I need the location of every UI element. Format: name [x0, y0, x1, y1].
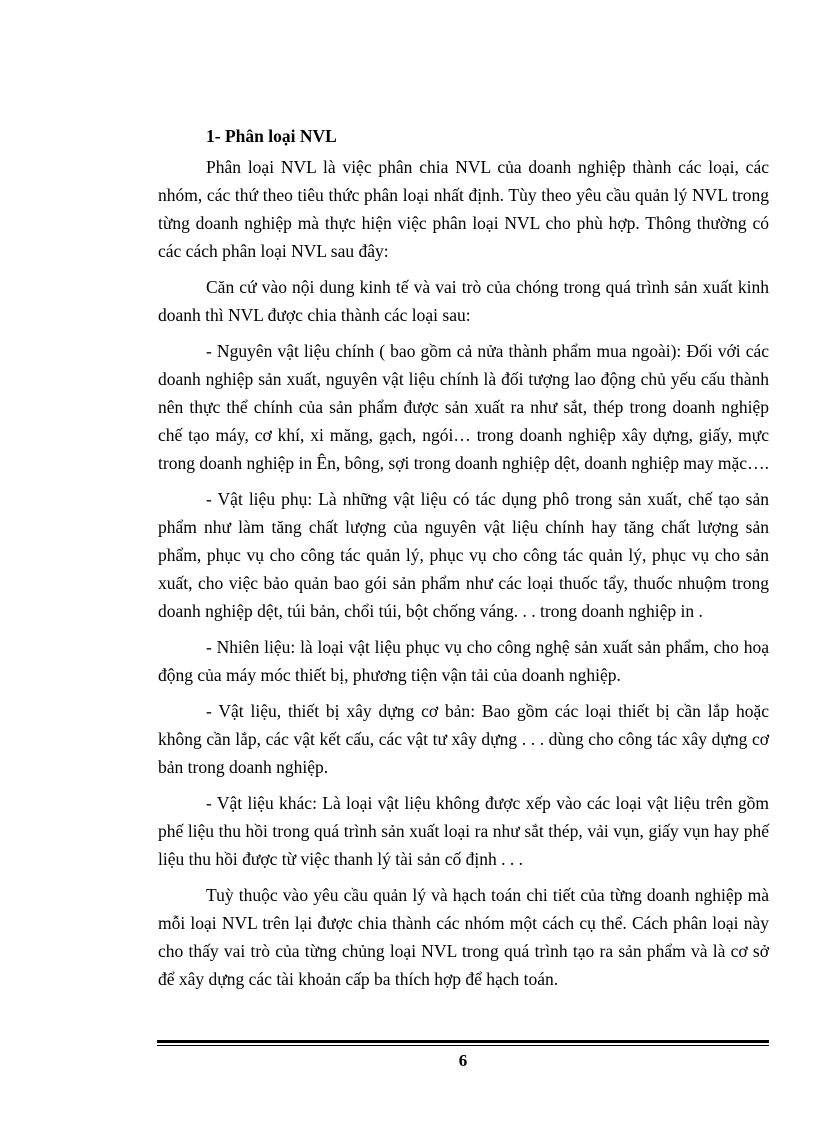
paragraph-basis: Căn cứ vào nội dung kinh tế và vai trò của chóng trong quá trình sản xuất kinh doanh thì NVL được chia thành các loại sau: [158, 277, 769, 325]
paragraph-construction-materials: - Vật liệu, thiết bị xây dựng cơ bản: Bao gồm các loại thiết bị cần lắp hoặc không cần lắp, các vật kết cấu, các vật tư xây dựng . . . dùng cho công tác xây dựng cơ bản trong doanh nghiệp. [158, 701, 769, 777]
section-heading: 1- Phân loại NVL [206, 126, 337, 146]
footer-rule-thin [157, 1045, 769, 1046]
page-number: 6 [458, 1051, 468, 1070]
page-content [158, 122, 769, 1001]
paragraph-conclusion: Tuỳ thuộc vào yêu cầu quản lý và hạch toán chi tiết của từng doanh nghiệp mà mỗi loại NVL trên lại được chia thành các nhóm một cách cụ thể. Cách phân loại này cho thấy vai trò của từng chủng loại NVL trong quá trình tạo ra sản phẩm và là cơ sở để xây dựng các tài khoản cấp ba thích hợp để hạch toán. [158, 885, 769, 989]
footer-rule-thick [157, 1040, 769, 1043]
paragraph-auxiliary-materials: - Vật liệu phụ: Là những vật liệu có tác dụng phô trong sản xuất, chế tạo sản phẩm như làm tăng chất lượng của nguyên vật liệu chính hay tăng chất lượng sản phẩm, phục vụ cho công tác quản lý, phục vụ cho công tác quản lý, phục vụ cho sản xuất, cho việc bảo quản bao gói sản phẩm như các loại thuốc tẩy, thuốc nhuộm trong doanh nghiệp dệt, túi bản, chổi túi, bột chống váng. . . trong doanh nghiệp in . [158, 489, 769, 621]
paragraph-fuel: - Nhiên liệu: là loại vật liệu phục vụ cho công nghệ sản xuất sản phẩm, cho hoạ động của máy móc thiết bị, phương tiện vận tải của doanh nghiệp. [158, 637, 769, 685]
paragraph-main-materials: - Nguyên vật liệu chính ( bao gồm cả nửa thành phẩm mua ngoài): Đối với các doanh nghiệp sản xuất, nguyên vật liệu chính là đối tượng lao động chủ yếu cấu thành nên thực thể chính của sản phẩm được sản xuất ra như sắt, thép trong doanh nghiệp chế tạo máy, cơ khí, xi măng, gạch, ngói… trong doanh nghiệp xây dựng, giấy, mực trong doanh nghiệp in Ên, bông, sợi trong doanh nghiệp dệt, doanh nghiệp may mặc…. [158, 341, 769, 473]
paragraph-other-materials: - Vật liệu khác: Là loại vật liệu không được xếp vào các loại vật liệu trên gồm phế liệu thu hồi trong quá trình sản xuất loại ra như sắt thép, vải vụn, giấy vụn hay phế liệu thu hồi được từ việc thanh lý tài sản cố định . . . [158, 793, 769, 869]
paragraph-intro: Phân loại NVL là việc phân chia NVL của doanh nghiệp thành các loại, các nhóm, các thứ theo tiêu thức phân loại nhất định. Tùy theo yêu cầu quản lý NVL trong từng doanh nghiệp mà thực hiện việc phân loại NVL cho phù hợp. Thông thường có các cách phân loại NVL sau đây: [158, 157, 769, 261]
